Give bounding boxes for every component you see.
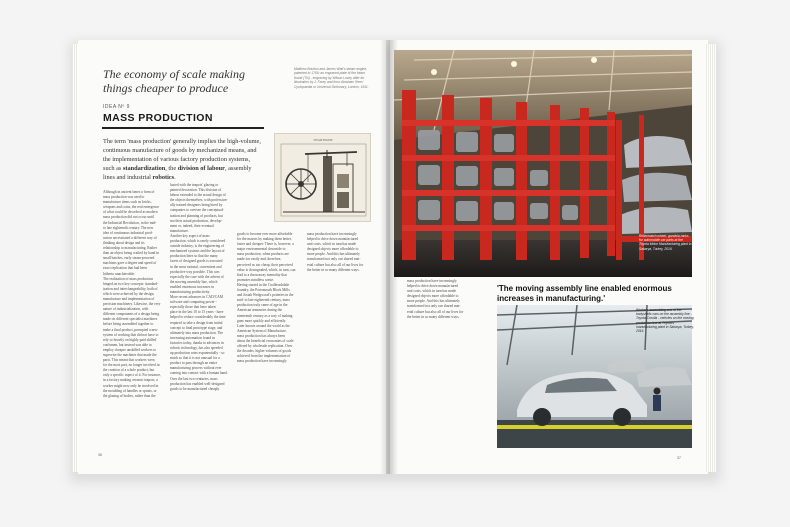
column-3-line: achieved from the implementation of: [237, 354, 291, 359]
column-1-line: which were achieved by the design,: [103, 291, 155, 296]
column-2-line: required to take a design from initial: [170, 320, 223, 325]
column-3-line: Later known around the world as the: [237, 323, 290, 328]
right-column-line: helped to drive down manufactured: [407, 284, 459, 289]
column-1-line: than an object being crafted by hand in: [103, 251, 159, 256]
right-body-column: [407, 279, 491, 359]
right-column-line: unit costs, which in turn has made: [407, 289, 457, 294]
column-2-line: painted decoration. This division of: [170, 188, 222, 193]
column-1-line: mass production did not occur until: [103, 215, 155, 220]
column-1-line: of what could be described as modern: [103, 210, 158, 215]
right-page-edges: [706, 44, 716, 472]
column-4-line: the better in so many different ways.: [307, 267, 360, 272]
column-1-line: Although in ancient times a form of: [103, 190, 155, 194]
steam-engine-drawing: [275, 134, 372, 223]
page-title: MASS PRODUCTION: [103, 112, 213, 124]
column-2-line: not their actual production, develop-: [170, 218, 223, 223]
column-2-line: Over the last two centuries, mass: [170, 376, 218, 381]
column-1-line: weapons and coins, the real emergence: [103, 205, 160, 210]
column-1-line: exact replication that had been: [103, 266, 147, 271]
pull-quote: 'The moving assembly line enabled enormous increases in manufacturing.': [497, 284, 672, 303]
column-1-line: hitherto unachievable.: [103, 271, 135, 276]
intro-term-robotics: robotics: [152, 174, 175, 181]
column-2-line: productive way possible. This was: [170, 269, 220, 274]
column-1-line: mass production was used to: [103, 195, 145, 200]
column-4-line: more people. And this has ultimately: [307, 252, 360, 257]
column-2-line: place in the last 10 to 15 years - have: [170, 310, 224, 315]
column-3-line: Having started in the Coalbrookdale: [237, 282, 290, 287]
column-2-line: ally trained designers being hired by: [170, 203, 223, 208]
right-column-line: transformed not only our shared mat-: [407, 304, 461, 309]
column-2-line: facets of designed goods is executed: [170, 259, 223, 264]
column-2-line: mechanized systems and the layout of: [170, 249, 225, 254]
column-3-line: made too easily and, therefore,: [237, 257, 282, 262]
column-1-line: uction necessitated a different way of: [103, 235, 157, 240]
column-3-line: about the beneficial economies of scale: [237, 338, 294, 343]
column-4-line: [307, 436, 373, 441]
column-2-line: coming into contact with a human hand.: [170, 371, 228, 376]
column-3-line: faster and cheaper. There is, however, a: [237, 242, 294, 247]
column-2-line: increasing automation found in: [170, 335, 215, 340]
assembly-photo-caption: Workers assembling one of the bodyshells cars on the assembly line - Toyota Corolla - vehicles on the moving production line at Toyota's manufacturing plant in Sakarya, Turkey, 2016.: [636, 308, 694, 334]
column-3-line: major environmental downside to: [237, 247, 286, 252]
column-1-line: precision machinery. Likewise, the very: [103, 302, 161, 307]
column-2-line: outside industry, is the engineering of: [170, 244, 225, 249]
column-2-line: software and computing power -: [170, 300, 217, 305]
column-3-line: value is downgraded, which, in turn, can: [237, 267, 296, 272]
column-2-line: ultimately into mass production. The: [170, 330, 223, 335]
column-3-line: offered by wholesale replication. Over: [237, 344, 293, 349]
column-3-line: nineteenth century as a way of making: [237, 313, 293, 318]
column-2-line: the objects themselves, with profession-: [170, 198, 228, 203]
idea-number-label: IDEA Nº 9: [103, 104, 130, 110]
column-1-line: system of working that did not have to: [103, 332, 159, 337]
column-3-line: American armouries during the: [237, 308, 283, 313]
right-column-line: erial culture but also all of our lives for: [407, 309, 464, 314]
column-2-line: factories today, thanks to advances in: [170, 340, 224, 345]
column-1-line: different components of a design being: [103, 312, 160, 317]
column-1-line: only a specific aspect of it. For instance,: [103, 373, 161, 378]
column-2-line: ment or, indeed, their eventual: [170, 223, 214, 228]
column-4-line: mass production have increasingly: [307, 232, 357, 236]
column-1-line: for the most part, no longer involved in: [103, 363, 160, 368]
engraving-plate-title: STEAM ENGINE: [313, 139, 333, 142]
engraving-caption-text: Matthew Boulton and James Watt's steam engine, patented in 1769; an engraved plate of the beam found (TN) - engraving by Wilson Lowry after an illustration by J. Farey and from Abraham Rees' Cyclopaedia or Universal Dictionary, London, 1811.: [294, 67, 369, 89]
column-1-line: rely so heavily on highly paid skilled: [103, 337, 157, 342]
intro-term-division-of-labour: division of labour: [177, 165, 225, 172]
column-1-line: the Industrial Revolution, in the mid-: [103, 220, 157, 225]
column-1-line: worker might now only be involved in: [103, 383, 159, 388]
column-2-line: in the most rational, convenient and: [170, 264, 222, 269]
column-2-line: production lines so that the many: [170, 254, 218, 259]
worker-figure: [653, 388, 661, 412]
page-number-right: 37: [677, 456, 681, 460]
column-2-line: enabled enormous increases in: [170, 284, 215, 289]
steam-engine-engraving: [274, 133, 371, 222]
column-3-line: the decades, higher volumes of goods: [237, 349, 292, 354]
section-heading: The economy of scale making things cheaper to produce: [103, 67, 245, 95]
column-3-line: lead to a throwaway mentality that: [237, 272, 287, 277]
column-3-line: perceived as too cheap, their perceived: [237, 262, 293, 267]
column-2-line: up production rates exponentially - so: [170, 351, 225, 356]
column-4-line: transformed not only our shared mat-: [307, 257, 361, 262]
column-1-line: manufacture items such as bricks,: [103, 200, 152, 205]
page-number-left: 36: [98, 453, 102, 457]
column-2-line: production has enabled well-designed: [170, 381, 225, 386]
column-1-line: nature of industrialization, with: [103, 307, 149, 312]
column-2-line: the moving assembly line, which: [170, 279, 218, 284]
racks-photo-caption: Rollermatch wheel, gondola racks for automobile car parts at the Toyota Motor Manufacturing plant in Sakarya, Turkey, 2016.: [639, 234, 692, 251]
column-1-line: The realization of mass production: [103, 276, 154, 281]
intro-paragraph: [103, 137, 263, 182]
column-2-line: goods to be manufactured cheaply: [170, 386, 220, 391]
column-2-line: More recent advances in CAD/CAM: [170, 295, 223, 300]
column-3-line: for the masses by making them better,: [237, 237, 292, 242]
column-2-line: much so that it is not unusual for a: [170, 356, 220, 361]
column-3-line: and Josiah Wedgwood's potteries in the: [237, 293, 294, 298]
column-1-line: craftsmen, but instead was able to: [103, 342, 152, 347]
column-1-line: hinged on two key concepts: standard-: [103, 281, 159, 286]
right-column-line: the better in so many different ways.: [407, 314, 460, 319]
column-1-line: manufacture and implementation of: [103, 296, 155, 301]
column-1-line: machines gave a degree and speed of: [103, 261, 157, 266]
column-1-line: small batches, early steam-powered: [103, 256, 155, 261]
column-2-line: Another key aspect of mass: [170, 233, 210, 238]
column-2-line: helped to reduce considerably the time: [170, 315, 226, 320]
column-2-line: especially those that have taken: [170, 305, 216, 310]
column-1-line: the moulding of handles or spouts, or: [103, 388, 157, 393]
column-1-line: thinking about design and its: [103, 240, 145, 245]
column-2-line: robotic technology, has also speeded: [170, 346, 223, 350]
title-rule: [102, 127, 264, 129]
column-3-line: American System of Manufacture,: [237, 328, 287, 333]
column-3-line: mass production has always been: [237, 333, 285, 338]
column-2-line: labour extended to the actual design of: [170, 193, 226, 198]
column-2-line: ization and planning of products, but: [170, 213, 223, 218]
column-1-line: make a final product, prompted a new: [103, 327, 158, 332]
body-column-3: [237, 232, 301, 460]
column-1-line: to late eighteenth century. The new: [103, 225, 154, 230]
column-1-line: parts. This meant that workers were,: [103, 358, 156, 363]
column-2-line: especially the case with the advent of: [170, 274, 224, 279]
intro-text-2: , the: [165, 165, 178, 172]
intro-term-standardization: standardization: [122, 165, 166, 172]
column-4-line: erial culture but also all of our lives for: [307, 262, 364, 267]
column-1-line: employ cheaper unskilled workers to: [103, 347, 157, 352]
column-1-line: relationship to manufacturing. Rather: [103, 246, 157, 251]
column-1-line: supervise the machines that made the: [103, 353, 157, 357]
column-4-line: helped to drive down manufactured: [307, 237, 359, 242]
right-column-line: designed objects more affordable to: [407, 294, 459, 299]
right-column-line: mass production have increasingly: [407, 279, 457, 283]
column-2-line: companies to oversee the conceptual-: [170, 208, 224, 213]
column-3-line: mass production, when products are: [237, 252, 289, 257]
column-1-line: before being assembled together to: [103, 322, 154, 327]
column-3-line: mid- to late eighteenth century, mass: [237, 298, 290, 303]
car-bodies-right: [620, 136, 692, 242]
column-1-line: the creation of a whole product, but: [103, 368, 155, 373]
column-1-line: ization and interchangeability, both of: [103, 286, 158, 291]
column-2-line: manufacture.: [170, 228, 189, 233]
intro-text-4: .: [174, 174, 176, 181]
column-3-line: guns more quickly and efficiently.: [237, 318, 287, 323]
column-3-line: production truly came of age in the: [237, 303, 288, 308]
intro-text-1: The term 'mass production' generally implies the high-volume, continuous manufacture of goods by mechanized means, and the implementation of various factory production systems, such as: [103, 138, 261, 172]
column-3-line: foundry, the Portsmouth Block Mills: [237, 288, 290, 293]
right-column-line: more people. And this has ultimately: [407, 299, 460, 304]
body-column-4: [307, 232, 373, 460]
column-1-line: made on different specialist machines: [103, 317, 158, 322]
column-4-line: unit costs, which in turn has made: [307, 242, 357, 247]
column-2-line: concept to final prototype stage, and: [170, 325, 223, 330]
column-2-line: manufacturing productivity.: [170, 289, 211, 294]
body-column-1: [103, 190, 165, 460]
column-4-line: designed objects more affordable to: [307, 247, 359, 252]
column-1-line: idea of continuous industrial prod-: [103, 230, 153, 235]
column-1-line: in a factory making ceramic teapots, a: [103, 378, 158, 383]
body-column-2: [170, 183, 232, 460]
column-3-line: mass production have increasingly: [237, 359, 287, 364]
column-2-line: production, which is rarely considered: [170, 239, 226, 244]
column-1-line: the glazing of bodies, rather than the: [103, 393, 156, 398]
intro-text-3: , assembly lines and industrial: [103, 165, 252, 181]
column-2-line: manufacturing process without ever: [170, 366, 222, 371]
column-2-line: product to pass through an entire: [170, 361, 218, 366]
column-2-line: lusted with the teapots' glazing or: [170, 183, 219, 187]
column-3-line: promotes mindless waste.: [237, 277, 275, 282]
column-3-line: goods to become ever more affordable: [237, 232, 293, 236]
